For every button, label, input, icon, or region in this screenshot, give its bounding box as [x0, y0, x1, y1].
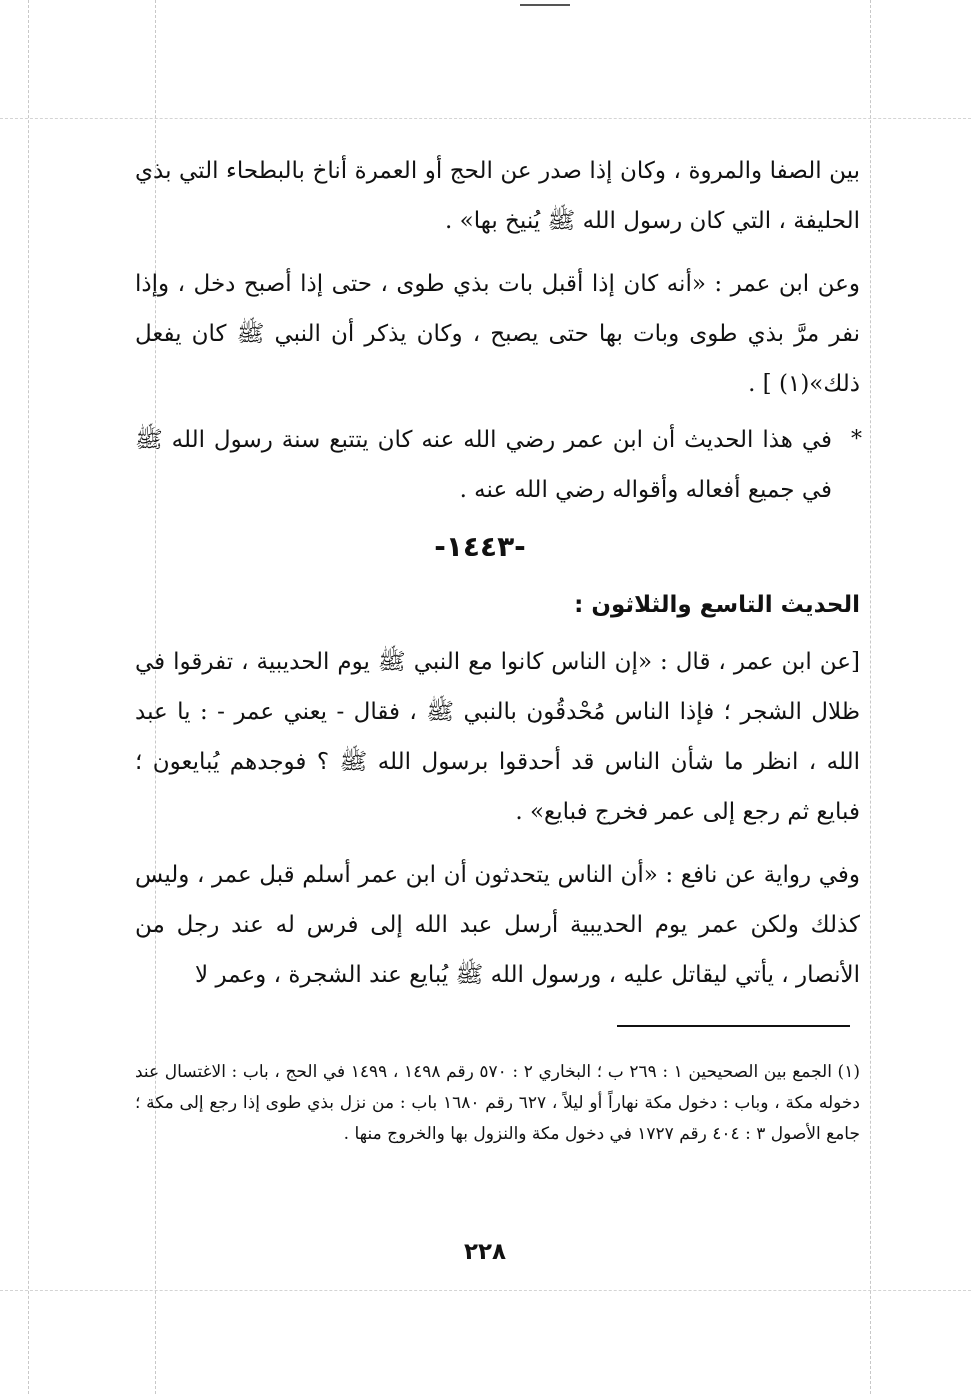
scan-guide-line — [28, 0, 29, 1394]
hadith-number: -١٤٤٣- — [434, 530, 526, 563]
scan-guide-line — [0, 1290, 971, 1291]
scan-guide-line — [0, 118, 971, 119]
footnote: (١) الجمع بين الصحيحين ١ : ٢٦٩ ب ؛ البخاري ٢ : ٥٧٠ رقم ١٤٩٨ ، ١٤٩٩ في الحج ، باب : الاغتسال عند دخوله مكة ، وباب : دخول مكة نهاراً أو ليلاً ، ٦٢٧ رقم ١٦٨٠ باب : من نزل بذي طوى إذا رجع إلى مكة ؛ جامع الأصول ٣ : ٤٠٤ رقم ١٧٢٧ في دخول مكة والنزول بها والخروج منها . — [135, 1062, 860, 1144]
section-heading: الحديث التاسع والثلاثون : — [574, 592, 860, 618]
asterisk-marker: * — [851, 427, 862, 452]
footnote-separator — [617, 1025, 850, 1027]
paragraph-hudaybiyyah: [عن ابن عمر ، قال : «إن الناس كانوا مع النبي ﷺ يوم الحديبية ، تفرقوا في ظلال الشجر ؛ فإذا الناس مُحْدقُون بالنبي ﷺ ، فقال - يعني عمر - : يا عبد الله ، انظر ما شأن الناس قد أحدقوا برسول الله ﷺ ؟ فوجدهم يُبايعون ؛ فبايع ثم رجع إلى عمر فخرج فبايع» . — [135, 649, 860, 825]
paragraph-ibn-umar-dhi-tuwa: وعن ابن عمر : «أنه كان إذا أقبل بات بذي طوى ، حتى إذا أصبح دخل ، وإذا نفر مرَّ بذي طوى وبات بها حتى يصبح ، وكان يذكر أن النبي ﷺ كان يفعل ذلك»(١) ] . — [135, 271, 860, 397]
page-number: ٢٢٨ — [463, 1239, 507, 1265]
commentary-paragraph — [135, 415, 860, 515]
top-edge-mark — [520, 4, 570, 6]
commentary-text: في هذا الحديث أن ابن عمر رضي الله عنه كان يتتبع سنة رسول الله ﷺ في جميع أفعاله وأقواله رضي الله عنه . — [135, 427, 832, 503]
paragraph-continuation: بين الصفا والمروة ، وكان إذا صدر عن الحج أو العمرة أناخ بالبطحاء التي بذي الحليفة ، التي كان رسول الله ﷺ يُنيخ بها» . — [135, 158, 860, 234]
paragraph-nafi-narration: وفي رواية عن نافع : «أن الناس يتحدثون أن ابن عمر أسلم قبل عمر ، وليس كذلك ولكن عمر يوم الحديبية أرسل عبد الله إلى فرس له عند رجل من الأنصار ، يأتي ليقاتل عليه ، ورسول الله ﷺ يُبايع عند الشجرة ، وعمر لا — [135, 862, 860, 988]
scan-guide-line — [870, 0, 871, 1394]
